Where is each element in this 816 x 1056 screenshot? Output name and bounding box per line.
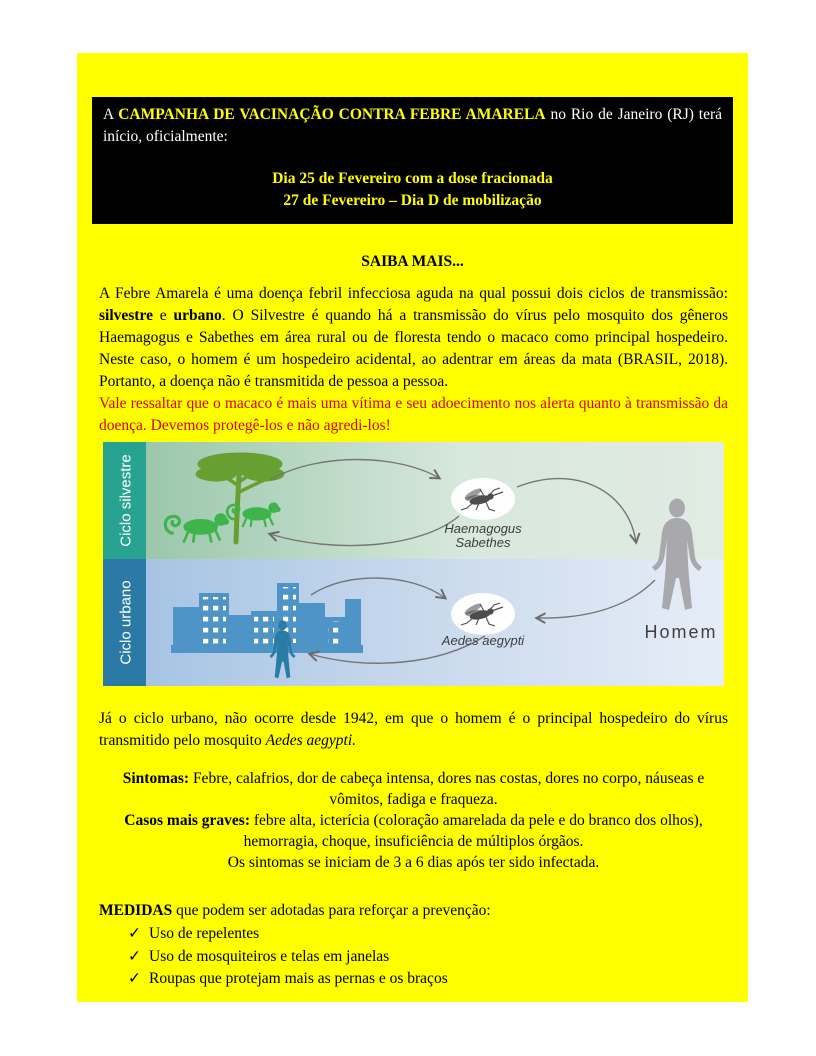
sylvatic-mosquito-label-line1: Haemagogus (444, 521, 522, 536)
urban-paragraph-text: Já o ciclo urbano, não ocorre desde 1942, em que o homem é o principal hospedeiro do vírus transmitido pelo mosquito (99, 710, 728, 749)
symptoms-label: Sintomas: (122, 770, 190, 787)
urban-cycle-label: Ciclo urbano (117, 580, 135, 665)
list-item (128, 923, 728, 946)
campaign-title: CAMPANHA DE VACINAÇÃO CONTRA FEBRE AMARELA (118, 106, 546, 123)
banner-prefix: A (103, 106, 119, 123)
cycle-diagram-svg (103, 442, 724, 686)
check-icon: ✓ (128, 947, 141, 965)
banner-date-2: 27 de Fevereiro – Dia D de mobilização (283, 191, 542, 209)
species-name-italic: Aedes aegypti. (265, 732, 357, 749)
flyer-sheet (77, 53, 748, 1002)
severe-cases-line (99, 810, 728, 852)
check-icon: ✓ (128, 925, 141, 942)
list-item-text: Roupas que protejam mais as pernas e os braços (149, 970, 448, 987)
check-icon: ✓ (128, 970, 141, 987)
keyword-urban: urbano (173, 307, 222, 324)
banner-intro-text (103, 104, 722, 147)
intro-paragraph (99, 283, 728, 393)
sylvatic-cycle-label: Ciclo silvestre (117, 454, 135, 547)
measures-label: MEDIDAS (99, 902, 173, 919)
section-heading: SAIBA MAIS... (361, 253, 464, 270)
urban-cycle-paragraph (99, 708, 728, 752)
measures-block (99, 900, 728, 991)
severe-cases-label: Casos mais graves: (124, 812, 250, 829)
symptoms-text: Febre, calafrios, dor de cabeça intensa, dores nas costas, dores no corpo, náuseas e vômitos, fadiga e fraqueza. (189, 770, 705, 808)
measures-list (99, 923, 728, 991)
intro-paragraph-start: A Febre Amarela é uma doença febril infecciosa aguda na qual possui dois ciclos de transmissão: (99, 285, 728, 302)
keyword-sylvatic: silvestre (99, 307, 153, 324)
symptoms-line (99, 768, 728, 810)
sylvatic-mosquito-label-line2: Sabethes (455, 535, 511, 550)
human-label: Homem (644, 622, 718, 642)
severe-cases-text: febre alta, icterícia (coloração amarelada da pele e do branco dos olhos), hemorragia, choque, insuficiência de múltiplos órgãos. (243, 812, 703, 850)
list-item (128, 968, 728, 991)
banner-suffix: no Rio de Janeiro (RJ) terá início, oficialmente: (103, 106, 723, 145)
list-item-text: Uso de mosquiteiros e telas em janelas (149, 947, 390, 965)
transmission-cycle-diagram (103, 442, 724, 686)
measures-intro-line (99, 900, 728, 922)
symptoms-block (99, 768, 728, 873)
intro-paragraph-mid: e (152, 307, 174, 324)
measures-intro-text: que podem ser adotadas para reforçar a prevenção: (172, 902, 491, 919)
list-item-text: Uso de repelentes (149, 925, 260, 942)
banner-date-1: Dia 25 de Fevereiro com a dose fracionada (272, 170, 553, 187)
list-item (128, 946, 728, 969)
campaign-banner (92, 97, 733, 224)
onset-line: Os sintomas se iniciam de 3 a 6 dias após ter sido infectada. (227, 854, 600, 871)
monkey-warning-text: Vale ressaltar que o macaco é mais uma vítima e seu adoecimento nos alerta quanto à transmissão da doença. Devemos protegê-los e não agredi-los! (99, 395, 728, 434)
intro-paragraph-rest: . O Silvestre é quando há a transmissão do vírus pelo mosquito dos gêneros Haemagogus e Sabethes em área rural ou de floresta tendo o macaco como principal hospedeiro. Neste caso, o homem é um hospedeiro acidental, ao adentrar em áreas da mata (BRASIL, 2018). Portanto, a doença não é transmitida de pessoa a pessoa. (99, 307, 728, 390)
urban-mosquito-label: Aedes aegypti (441, 633, 525, 648)
